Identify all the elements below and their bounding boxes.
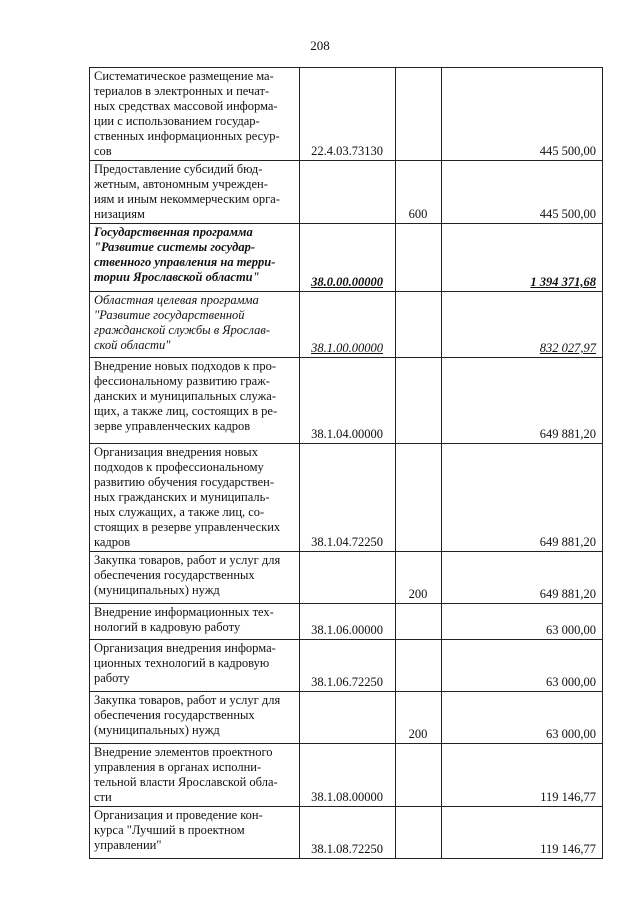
row-code: 38.1.06.72250 <box>300 640 396 692</box>
row-code: 38.1.00.00000 <box>300 292 396 358</box>
row-name: Закупка товаров, работ и услуг для обеспечения государственных (муниципальных) нужд <box>90 692 300 744</box>
row-name: Организация внедрения новых подходов к профессиональному развитию обучения государствен- ных гражданских и муниципаль- ных служащих, а также лиц, со- стоящих в резерве управленческих кадров <box>90 444 300 552</box>
table-row <box>90 68 603 161</box>
row-type <box>396 604 442 640</box>
table-row <box>90 807 603 859</box>
row-name: Организация и проведение кон- курса "Лучший в проектном управлении" <box>90 807 300 859</box>
row-name: Внедрение элементов проектного управления в органах исполни- тельной власти Ярославской обла- сти <box>90 744 300 807</box>
row-name: Внедрение информационных тех- нологий в кадровую работу <box>90 604 300 640</box>
row-code <box>300 161 396 224</box>
row-amount: 445 500,00 <box>442 161 603 224</box>
row-amount: 63 000,00 <box>442 604 603 640</box>
row-amount: 832 027,97 <box>442 292 603 358</box>
row-name: Организация внедрения информа- ционных технологий в кадровую работу <box>90 640 300 692</box>
row-type <box>396 358 442 444</box>
row-type: 200 <box>396 692 442 744</box>
row-type <box>396 292 442 358</box>
row-name: Предоставление субсидий бюд- жетным, автономным учрежден- иям и иным некоммерческим орга- низациям <box>90 161 300 224</box>
row-name: Закупка товаров, работ и услуг для обеспечения государственных (муниципальных) нужд <box>90 552 300 604</box>
row-amount: 1 394 371,68 <box>442 224 603 292</box>
row-name: Областная целевая программа "Развитие государственной гражданской службы в Ярослав- ской области" <box>90 292 300 358</box>
row-type <box>396 640 442 692</box>
row-code: 38.1.04.00000 <box>300 358 396 444</box>
table-row <box>90 161 603 224</box>
row-amount: 445 500,00 <box>442 68 603 161</box>
budget-table <box>89 67 603 859</box>
table-row <box>90 444 603 552</box>
table-row <box>90 224 603 292</box>
table-row <box>90 292 603 358</box>
row-code: 22.4.03.73130 <box>300 68 396 161</box>
row-type <box>396 224 442 292</box>
row-amount: 649 881,20 <box>442 358 603 444</box>
table-row <box>90 552 603 604</box>
table-row <box>90 744 603 807</box>
row-type <box>396 68 442 161</box>
row-amount: 119 146,77 <box>442 744 603 807</box>
row-code: 38.1.08.72250 <box>300 807 396 859</box>
row-type <box>396 444 442 552</box>
row-code <box>300 692 396 744</box>
row-amount: 63 000,00 <box>442 692 603 744</box>
row-name: Государственная программа "Развитие системы государ- ственного управления на терри- тории Ярославской области" <box>90 224 300 292</box>
row-code <box>300 552 396 604</box>
row-code: 38.1.06.00000 <box>300 604 396 640</box>
row-code: 38.1.04.72250 <box>300 444 396 552</box>
row-name: Систематическое размещение ма- териалов в электронных и печат- ных средствах массовой информа- ции с использованием государ- ственных информационных ресур- сов <box>90 68 300 161</box>
row-amount: 119 146,77 <box>442 807 603 859</box>
table-row <box>90 604 603 640</box>
row-amount: 63 000,00 <box>442 640 603 692</box>
table-row <box>90 692 603 744</box>
row-amount: 649 881,20 <box>442 552 603 604</box>
table-row <box>90 358 603 444</box>
row-amount: 649 881,20 <box>442 444 603 552</box>
page-number: 208 <box>310 38 330 53</box>
row-type <box>396 744 442 807</box>
row-type: 200 <box>396 552 442 604</box>
row-type: 600 <box>396 161 442 224</box>
row-type <box>396 807 442 859</box>
row-code: 38.1.08.00000 <box>300 744 396 807</box>
row-code: 38.0.00.00000 <box>300 224 396 292</box>
row-name: Внедрение новых подходов к про- фессиональному развитию граж- данских и муниципальных служа- щих, а также лиц, состоящих в ре- зерве управленческих кадров <box>90 358 300 444</box>
table-row <box>90 640 603 692</box>
